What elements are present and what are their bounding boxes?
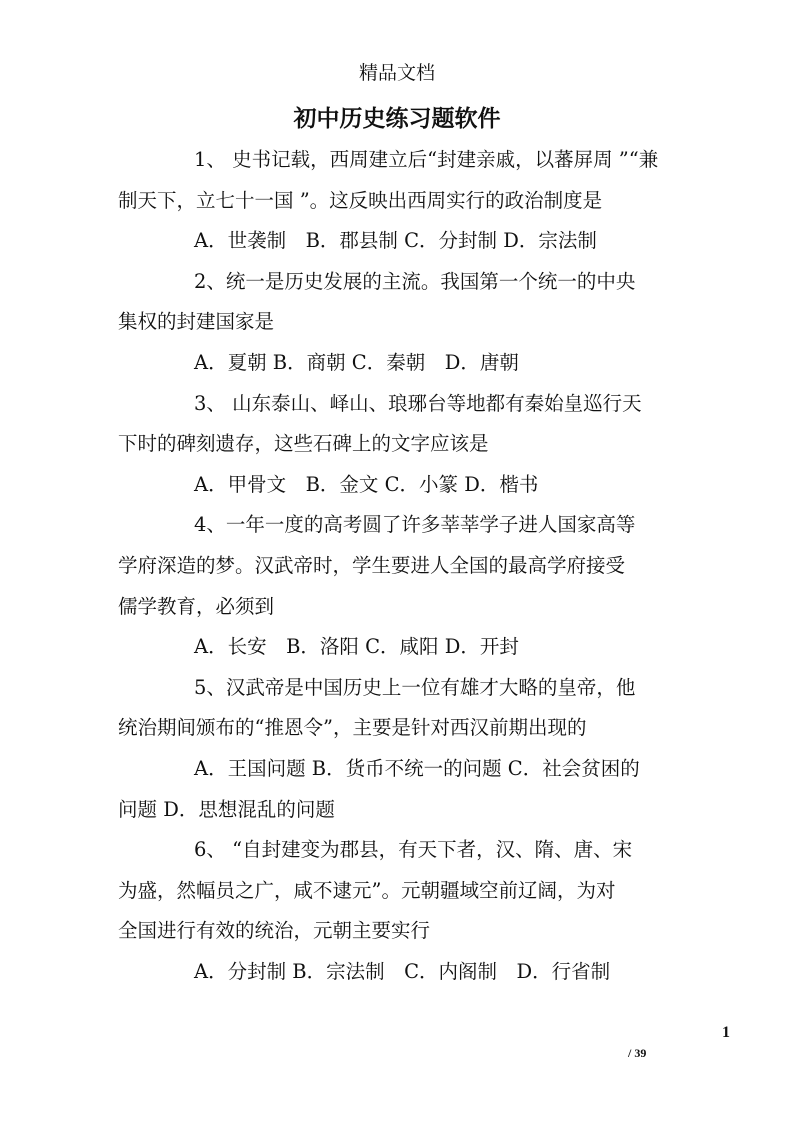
answer-options: A．分封制 B．宗法制 C．内阁制 D．行省制 — [194, 959, 611, 983]
text-line: 6、 “自封建变为郡县，有天下者，汉、隋、唐、宋 — [194, 838, 633, 862]
text-line: 为盛，然幅员之广，咸不逮元”。元朝疆域空前辽阔，为对 — [118, 878, 616, 902]
text-line: 2、统一是历史发展的主流。我国第一个统一的中央 — [194, 269, 636, 293]
question-content — [118, 140, 698, 992]
text-line: 4、一年一度的高考圆了许多莘莘学子进人国家高等 — [194, 513, 636, 537]
answer-options: A．世袭制 B．郡县制 C．分封制 D．宗法制 — [194, 229, 597, 253]
page-header: 精品文档 — [358, 62, 435, 84]
answer-options: A．王国问题 B．货币不统一的问题 C．社会贫困的 — [194, 756, 640, 780]
text-line: 统治期间颁布的“推恩令”，主要是针对西汉前期出现的 — [118, 716, 587, 740]
text-line: 全国进行有效的统治，元朝主要实行 — [118, 919, 431, 943]
answer-options: A．夏朝 B．商朝 C．秦朝 D．唐朝 — [194, 350, 519, 374]
document-title: 初中历史练习题软件 — [293, 105, 501, 132]
text-line: 3、 山东泰山、峄山、琅琊台等地都有秦始皇巡行天 — [194, 391, 642, 415]
text-line: 学府深造的梦。汉武帝时，学生要进人全国的最高学府接受 — [118, 553, 626, 577]
text-line: 制天下，立七十一国 ”。这反映出西周实行的政治制度是 — [118, 188, 603, 212]
page-total: / 39 — [628, 1046, 647, 1060]
text-line: 下时的碑刻遗存，这些石碑上的文字应该是 — [118, 432, 489, 456]
page-number: 1 — [722, 1024, 730, 1041]
text-line: 集权的封建国家是 — [118, 310, 275, 334]
answer-options: 问题 D．思想混乱的问题 — [118, 797, 335, 821]
text-line: 1、 史书记载，西周建立后“封建亲戚，以蕃屏周 ”“兼 — [194, 148, 659, 171]
answer-options: A．长安 B．洛阳 C．咸阳 D．开封 — [194, 635, 519, 659]
answer-options: A．甲骨文 B．金文 C．小篆 D．楷书 — [194, 472, 539, 496]
text-line: 5、汉武帝是中国历史上一位有雄才大略的皇帝，他 — [194, 675, 636, 699]
text-line: 儒学教育，必须到 — [118, 594, 275, 618]
